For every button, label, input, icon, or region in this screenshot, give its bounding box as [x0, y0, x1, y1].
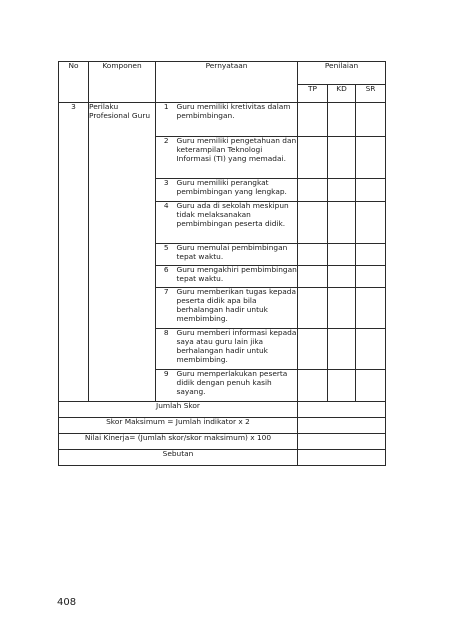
- item-number: 3: [156, 179, 177, 202]
- item-statement: Guru ada di sekolah meskipun tidak melaksanakan pembimbingan peserta didik.: [177, 202, 298, 244]
- score-sr-cell: [356, 244, 386, 266]
- score-kd-cell: [328, 370, 356, 402]
- header-pernyataan: Pernyataan: [156, 62, 298, 103]
- score-kd-cell: [328, 266, 356, 288]
- item-number: 8: [156, 329, 177, 370]
- score-sr-cell: [356, 370, 386, 402]
- item-number: 9: [156, 370, 177, 402]
- skor-maksimum-label: Skor Maksimum = Jumlah indikator x 2: [59, 418, 298, 434]
- score-tp-cell: [298, 370, 328, 402]
- score-sr-cell: [356, 329, 386, 370]
- item-statement: Guru memiliki kretivitas dalam pembimbingan.: [177, 103, 298, 137]
- item-statement: Guru memberikan tugas kepada peserta didik apa bila berhalangan hadir untuk membimbing.: [177, 288, 298, 329]
- header-tp: TP: [298, 85, 328, 103]
- item-number: 4: [156, 202, 177, 244]
- header-komponen: Komponen: [89, 62, 156, 103]
- sebutan-value-cell: [298, 450, 386, 466]
- jumlah-skor-label: Jumlah Skor: [59, 402, 298, 418]
- header-penilaian: Penilaian: [298, 62, 386, 85]
- komponen-cell: Perilaku Profesional Guru: [89, 103, 156, 402]
- skor-maksimum-value-cell: [298, 418, 386, 434]
- score-tp-cell: [298, 288, 328, 329]
- item-number: 1: [156, 103, 177, 137]
- jumlah-skor-value-cell: [298, 402, 386, 418]
- score-sr-cell: [356, 137, 386, 179]
- row-number: 3: [59, 103, 89, 402]
- sebutan-label: Sebutan: [59, 450, 298, 466]
- item-statement: Guru memiliki pengetahuan dan keterampilan Teknologi Informasi (TI) yang memadai.: [177, 137, 298, 179]
- item-number: 7: [156, 288, 177, 329]
- item-number: 5: [156, 244, 177, 266]
- page-number: 408: [57, 597, 77, 608]
- score-tp-cell: [298, 179, 328, 202]
- item-number: 6: [156, 266, 177, 288]
- score-sr-cell: [356, 179, 386, 202]
- item-statement: Guru memberi informasi kepada saya atau guru lain jika berhalangan hadir untuk membimbing.: [177, 329, 298, 370]
- score-sr-cell: [356, 202, 386, 244]
- header-sr: SR: [356, 85, 386, 103]
- score-tp-cell: [298, 266, 328, 288]
- item-statement: Guru memiliki perangkat pembimbingan yang lengkap.: [177, 179, 298, 202]
- score-sr-cell: [356, 266, 386, 288]
- score-kd-cell: [328, 288, 356, 329]
- score-kd-cell: [328, 329, 356, 370]
- score-sr-cell: [356, 288, 386, 329]
- header-kd: KD: [328, 85, 356, 103]
- score-sr-cell: [356, 103, 386, 137]
- score-tp-cell: [298, 202, 328, 244]
- score-tp-cell: [298, 244, 328, 266]
- score-kd-cell: [328, 244, 356, 266]
- score-kd-cell: [328, 137, 356, 179]
- score-tp-cell: [298, 329, 328, 370]
- score-kd-cell: [328, 179, 356, 202]
- item-statement: Guru memulai pembimbingan tepat waktu.: [177, 244, 298, 266]
- header-no: No: [59, 62, 89, 103]
- score-kd-cell: [328, 202, 356, 244]
- nilai-kinerja-value-cell: [298, 434, 386, 450]
- item-number: 2: [156, 137, 177, 179]
- score-tp-cell: [298, 103, 328, 137]
- score-tp-cell: [298, 137, 328, 179]
- evaluation-table: [58, 61, 386, 466]
- item-statement: Guru mengakhiri pembimbingan tepat waktu.: [177, 266, 298, 288]
- score-kd-cell: [328, 103, 356, 137]
- item-statement: Guru memperlakukan peserta didik dengan penuh kasih sayang.: [177, 370, 298, 402]
- nilai-kinerja-label: Nilai Kinerja= (Jumlah skor/skor maksimum) x 100: [59, 434, 298, 450]
